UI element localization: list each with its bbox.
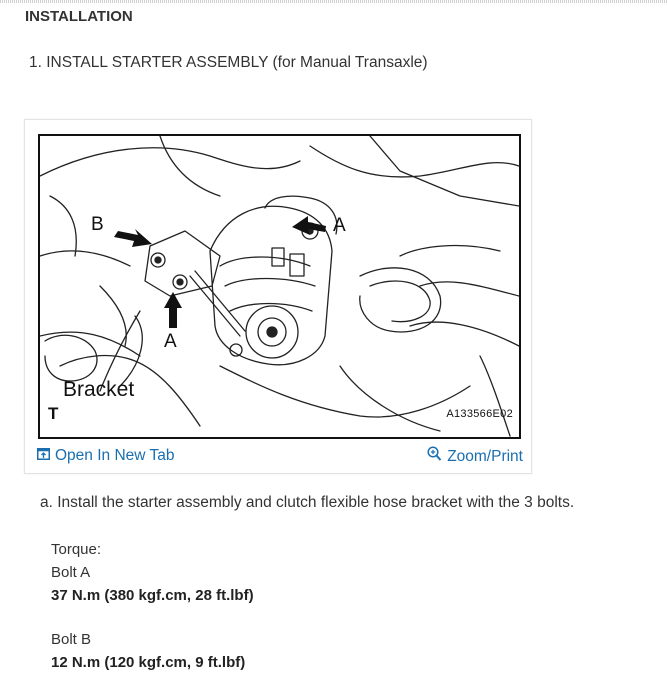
open-in-new-tab-link[interactable] [37,447,174,465]
callout-bracket: Bracket [63,378,135,401]
bolt-a-label: Bolt A [51,564,91,581]
torque-label: Torque: [51,541,102,558]
bolt-a-torque-value: 37 N.m (380 kgf.cm, 28 ft.lbf) [51,587,254,604]
open-new-tab-icon [37,447,50,465]
figure-footer [25,438,531,473]
step-a-instruction: a. Install the starter assembly and clutch flexible hose bracket with the 3 bolts. [40,494,575,511]
zoom-print-label: Zoom/Print [447,447,523,465]
bolt-b-label: Bolt B [51,631,92,648]
figure-box [24,119,532,474]
callout-b: B [91,214,104,235]
diagram-illustration [38,134,521,439]
callout-a-right: A [333,215,346,236]
open-in-new-tab-label: Open In New Tab [55,447,175,464]
top-border [0,0,667,3]
section-title: INSTALLATION [25,8,133,25]
figure-code: A133566E02 [446,408,513,420]
callout-t: T [48,404,59,423]
callout-a-bottom: A [164,331,177,352]
bolt-b-torque-value: 12 N.m (120 kgf.cm, 9 ft.lbf) [51,654,246,671]
magnifier-icon [427,446,442,467]
step-title: 1. INSTALL STARTER ASSEMBLY (for Manual Transaxle) [29,54,428,71]
zoom-print-link[interactable] [427,446,523,467]
